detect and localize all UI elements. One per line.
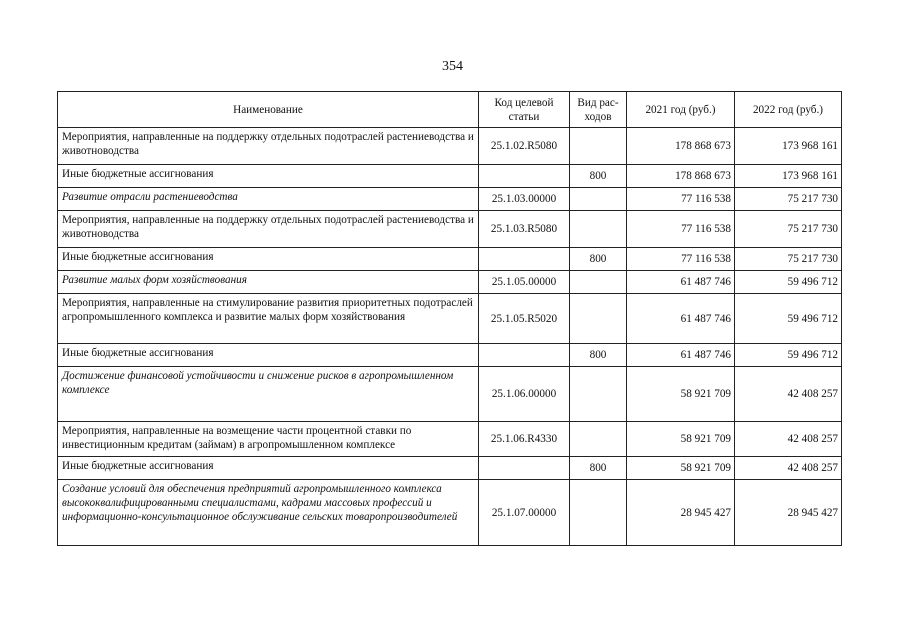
row-amount-2021: 77 116 538 bbox=[627, 188, 735, 211]
budget-table bbox=[57, 91, 842, 546]
row-amount-2022: 173 968 161 bbox=[735, 165, 842, 188]
header-code: Код целевой статьи bbox=[479, 92, 570, 128]
row-name: Иные бюджетные ассигнования bbox=[58, 344, 479, 367]
table-row bbox=[58, 128, 842, 165]
table-row bbox=[58, 294, 842, 344]
row-amount-2022: 59 496 712 bbox=[735, 344, 842, 367]
row-code: 25.1.06.00000 bbox=[479, 367, 570, 422]
table-row bbox=[58, 248, 842, 271]
row-amount-2021: 77 116 538 bbox=[627, 211, 735, 248]
row-expense-type bbox=[570, 211, 627, 248]
row-code: 25.1.05.00000 bbox=[479, 271, 570, 294]
row-name: Создание условий для обеспечения предприятий агропромышленного комплекса высококвалифицированными специалистами, кадрами массовых профессий и информационно-консультационное обслуживание сельских товаропроизводителей bbox=[58, 480, 479, 546]
row-code: 25.1.06.R4330 bbox=[479, 422, 570, 457]
row-expense-type bbox=[570, 188, 627, 211]
row-code bbox=[479, 248, 570, 271]
row-name: Иные бюджетные ассигнования bbox=[58, 457, 479, 480]
row-expense-type bbox=[570, 367, 627, 422]
row-code: 25.1.03.R5080 bbox=[479, 211, 570, 248]
row-code: 25.1.05.R5020 bbox=[479, 294, 570, 344]
row-code bbox=[479, 344, 570, 367]
row-amount-2021: 61 487 746 bbox=[627, 344, 735, 367]
row-name: Мероприятия, направленные на поддержку отдельных подотраслей растениеводства и животноводства bbox=[58, 211, 479, 248]
page-number: 354 bbox=[442, 59, 463, 74]
row-amount-2021: 61 487 746 bbox=[627, 294, 735, 344]
row-amount-2022: 75 217 730 bbox=[735, 248, 842, 271]
row-amount-2021: 178 868 673 bbox=[627, 128, 735, 165]
row-expense-type bbox=[570, 422, 627, 457]
row-amount-2021: 178 868 673 bbox=[627, 165, 735, 188]
row-expense-type bbox=[570, 128, 627, 165]
header-2022: 2022 год (руб.) bbox=[735, 92, 842, 128]
table-header-row bbox=[58, 92, 842, 128]
row-amount-2022: 28 945 427 bbox=[735, 480, 842, 546]
table-row bbox=[58, 422, 842, 457]
table-row bbox=[58, 271, 842, 294]
row-code bbox=[479, 165, 570, 188]
row-name: Мероприятия, направленные на поддержку отдельных подотраслей растениеводства и животноводства bbox=[58, 128, 479, 165]
row-code: 25.1.02.R5080 bbox=[479, 128, 570, 165]
row-amount-2021: 77 116 538 bbox=[627, 248, 735, 271]
row-amount-2021: 58 921 709 bbox=[627, 367, 735, 422]
row-name: Иные бюджетные ассигнования bbox=[58, 248, 479, 271]
row-amount-2022: 59 496 712 bbox=[735, 271, 842, 294]
row-amount-2022: 42 408 257 bbox=[735, 457, 842, 480]
row-code bbox=[479, 457, 570, 480]
row-expense-type: 800 bbox=[570, 248, 627, 271]
table-row bbox=[58, 344, 842, 367]
table-row bbox=[58, 188, 842, 211]
row-name: Иные бюджетные ассигнования bbox=[58, 165, 479, 188]
row-expense-type: 800 bbox=[570, 457, 627, 480]
row-amount-2021: 58 921 709 bbox=[627, 457, 735, 480]
table-body bbox=[58, 128, 842, 546]
row-amount-2021: 58 921 709 bbox=[627, 422, 735, 457]
table-row bbox=[58, 480, 842, 546]
row-amount-2021: 28 945 427 bbox=[627, 480, 735, 546]
row-amount-2022: 173 968 161 bbox=[735, 128, 842, 165]
table-row bbox=[58, 457, 842, 480]
header-type: Вид рас-ходов bbox=[570, 92, 627, 128]
table-row bbox=[58, 211, 842, 248]
header-2021: 2021 год (руб.) bbox=[627, 92, 735, 128]
row-expense-type: 800 bbox=[570, 344, 627, 367]
row-name: Развитие отрасли растениеводства bbox=[58, 188, 479, 211]
row-code: 25.1.03.00000 bbox=[479, 188, 570, 211]
row-amount-2022: 75 217 730 bbox=[735, 188, 842, 211]
row-amount-2022: 42 408 257 bbox=[735, 367, 842, 422]
row-name: Мероприятия, направленные на возмещение части процентной ставки по инвестиционным кредитам (займам) в агропромышленном комплексе bbox=[58, 422, 479, 457]
row-expense-type: 800 bbox=[570, 165, 627, 188]
row-amount-2022: 75 217 730 bbox=[735, 211, 842, 248]
row-name: Мероприятия, направленные на стимулирование развития приоритетных подотраслей агропромышленного комплекса и развитие малых форм хозяйствования bbox=[58, 294, 479, 344]
row-amount-2021: 61 487 746 bbox=[627, 271, 735, 294]
row-expense-type bbox=[570, 271, 627, 294]
row-name: Развитие малых форм хозяйствования bbox=[58, 271, 479, 294]
row-expense-type bbox=[570, 480, 627, 546]
table-row bbox=[58, 367, 842, 422]
table-row bbox=[58, 165, 842, 188]
row-code: 25.1.07.00000 bbox=[479, 480, 570, 546]
row-amount-2022: 42 408 257 bbox=[735, 422, 842, 457]
row-amount-2022: 59 496 712 bbox=[735, 294, 842, 344]
header-name: Наименование bbox=[58, 92, 479, 128]
row-expense-type bbox=[570, 294, 627, 344]
row-name: Достижение финансовой устойчивости и снижение рисков в агропромышленном комплексе bbox=[58, 367, 479, 422]
